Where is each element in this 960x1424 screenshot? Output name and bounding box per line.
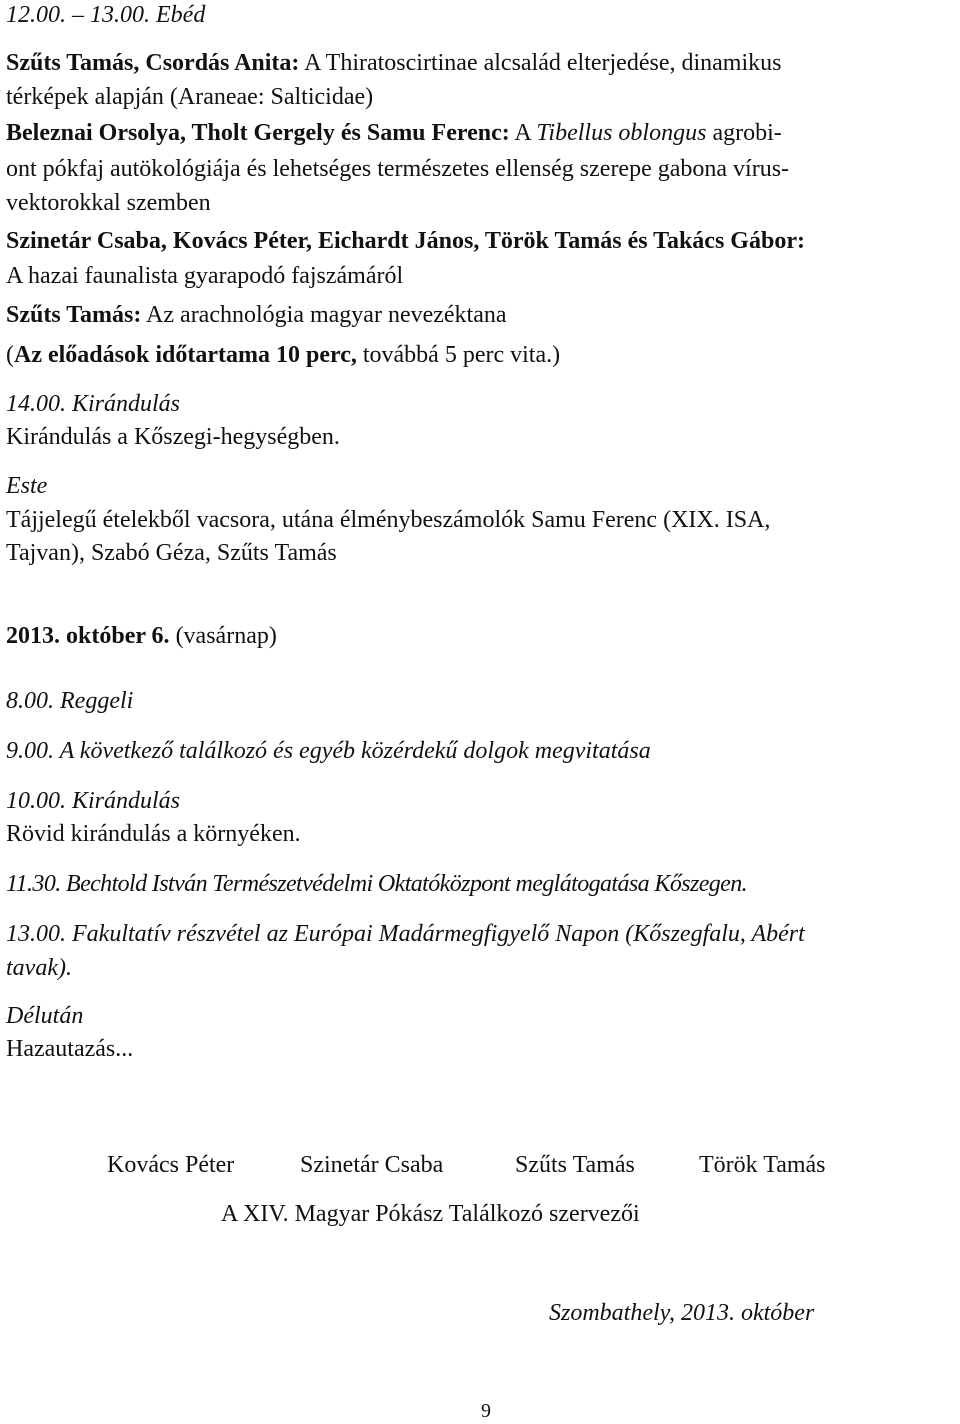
day2-excursion-time: 10.00. Kirándulás — [6, 788, 181, 814]
talk3-authors: Szinetár Csaba, Kovács Péter, Eichardt János, Török Tamás és Takács Gábor: — [6, 228, 805, 254]
talk1-title-part2: térképek alapján (Araneae: Salticidae) — [6, 84, 374, 110]
talk1-title-part1: A Thiratoscirtinae alcsalád elterjedése, dinamikus — [299, 50, 782, 76]
breakfast: 8.00. Reggeli — [6, 688, 134, 714]
signoff: Szombathely, 2013. október — [549, 1300, 815, 1326]
talk2-line1 — [6, 121, 782, 145]
afternoon-label: Délután — [6, 1003, 84, 1029]
organizers-caption: A XIV. Magyar Pókász Találkozó szervezői — [221, 1201, 640, 1227]
excursion-desc: Kirándulás a Kőszegi-hegységben. — [6, 424, 340, 450]
talk4-title: Az arachnológia magyar nevezéktana — [141, 302, 507, 328]
note-open-paren: ( — [6, 342, 14, 368]
talk2-title-line3: vektorokkal szemben — [6, 190, 211, 216]
talk2-title-pre: A — [509, 120, 537, 146]
meeting: 9.00. A következő találkozó és egyéb közérdekű dolgok megvitatása — [6, 738, 651, 764]
evening-line2: Tajvan), Szabó Géza, Szűts Tamás — [6, 540, 337, 566]
evening-label: Este — [6, 473, 48, 499]
note-rest: továbbá 5 perc vita.) — [356, 342, 561, 368]
afternoon-text: Hazautazás... — [6, 1036, 134, 1062]
talk2-species: Tibellus oblongus — [536, 120, 707, 146]
day2-date — [6, 624, 277, 648]
note-bold: Az előadások időtartama 10 perc, — [14, 342, 357, 368]
talk3-title: A hazai faunalista gyarapodó fajszámáról — [6, 263, 404, 289]
talk4-line — [6, 303, 507, 327]
talk2-title-post: agrobi- — [706, 120, 782, 146]
page-number: 9 — [481, 1400, 491, 1422]
optional-line2: tavak). — [6, 955, 72, 981]
talk1-line1 — [6, 51, 781, 75]
visit: 11.30. Bechtold István Természetvédelmi Oktatóközpont meglátogatása Kőszegen. — [6, 871, 748, 897]
organizer-name: Török Tamás — [699, 1152, 826, 1178]
excursion-time: 14.00. Kirándulás — [6, 391, 181, 417]
lunch-line: 12.00. – 13.00. Ebéd — [6, 2, 206, 28]
talk4-authors: Szűts Tamás: — [6, 302, 142, 328]
organizer-name: Kovács Péter — [107, 1152, 235, 1178]
duration-note — [6, 343, 560, 367]
evening-line1: Tájjelegű ételekből vacsora, utána élménybeszámolók Samu Ferenc (XIX. ISA, — [6, 507, 771, 533]
optional-line1: 13.00. Fakultatív részvétel az Európai Madármegfigyelő Napon (Kőszegfalu, Abért — [6, 921, 805, 947]
talk1-authors: Szűts Tamás, Csordás Anita: — [6, 50, 300, 76]
talk2-authors: Beleznai Orsolya, Tholt Gergely és Samu Ferenc: — [6, 120, 510, 146]
day2-excursion-desc: Rövid kirándulás a környéken. — [6, 821, 301, 847]
organizer-name: Szinetár Csaba — [300, 1152, 444, 1178]
organizer-name: Szűts Tamás — [515, 1152, 635, 1178]
day2-date-bold: 2013. október 6. — [6, 623, 170, 649]
day2-date-rest: (vasárnap) — [169, 623, 277, 649]
talk2-title-line2: ont pókfaj autökológiája és lehetséges természetes ellenség szerepe gabona vírus- — [6, 156, 790, 182]
